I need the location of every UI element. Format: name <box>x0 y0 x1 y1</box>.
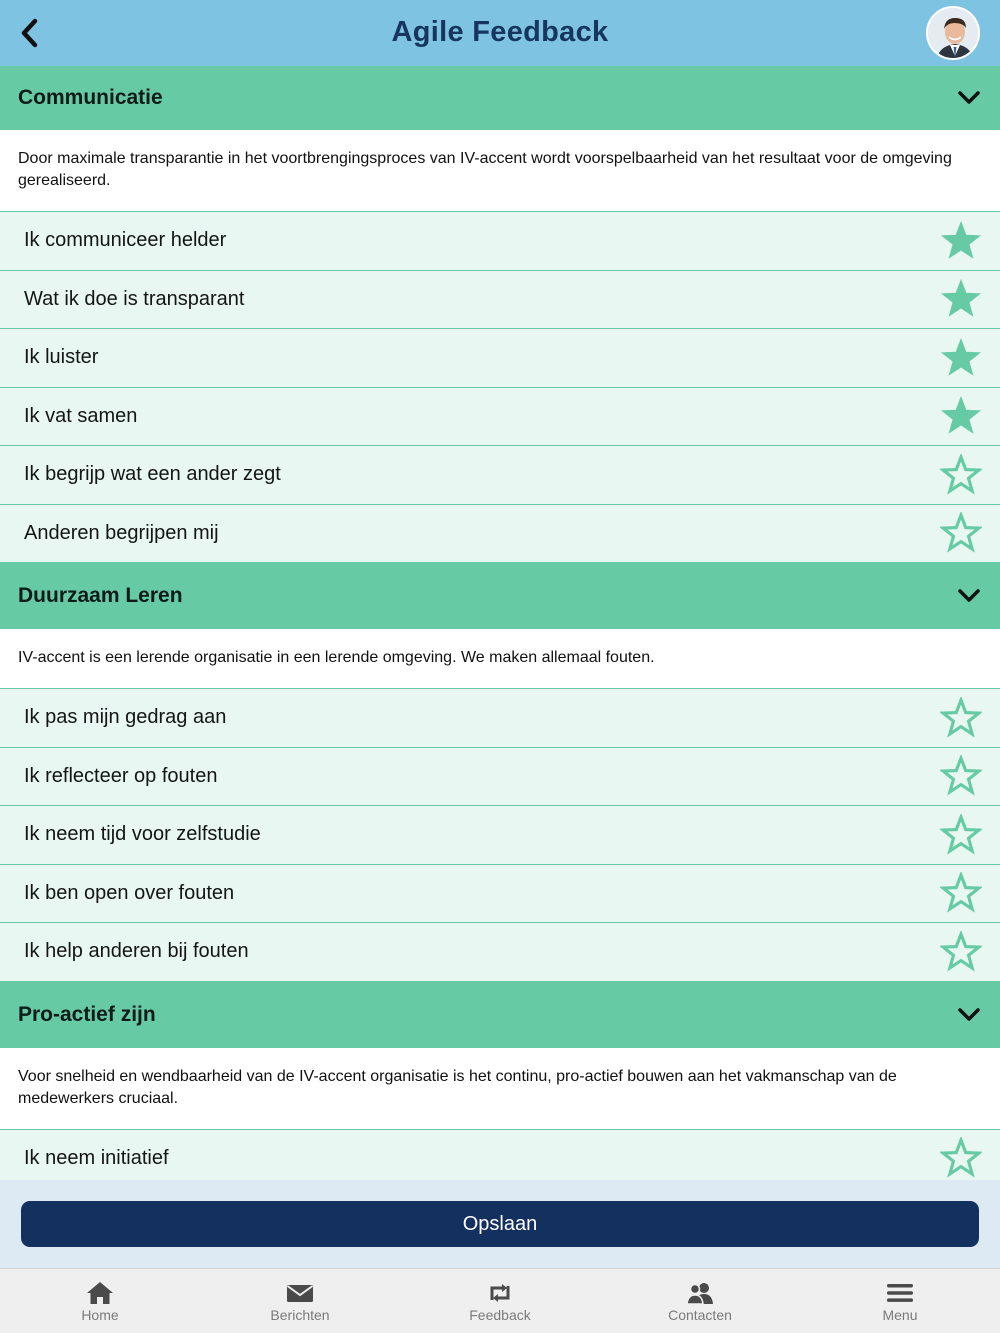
item-label: Ik begrijp wat een ander zegt <box>24 463 281 486</box>
item-label: Wat ik doe is transparant <box>24 287 245 310</box>
list-item <box>0 446 1000 505</box>
tab-label: Home <box>81 1307 119 1323</box>
tab-home[interactable] <box>0 1269 200 1333</box>
star-outline-icon[interactable] <box>940 512 982 554</box>
tab-label: Menu <box>882 1307 918 1323</box>
section-description: IV-accent is een lerende organisatie in een lerende omgeving. We maken allemaal fouten. <box>0 629 1000 689</box>
top-bar <box>0 0 1000 66</box>
item-label: Ik ben open over fouten <box>24 881 235 904</box>
tab-bar <box>0 1268 1000 1333</box>
list-item <box>0 923 1000 982</box>
item-label: Ik help anderen bij fouten <box>24 940 249 963</box>
retweet-icon <box>485 1280 515 1306</box>
tab-label: Feedback <box>469 1307 531 1323</box>
section-title: Pro-actief zijn <box>18 1002 156 1026</box>
star-filled-icon[interactable] <box>940 278 982 320</box>
item-label: Ik reflecteer op fouten <box>24 764 218 787</box>
chevron-down-icon[interactable] <box>956 85 982 111</box>
section-description: Door maximale transparantie in het voortbrengingsproces van IV-accent wordt voorspelbaarheid van het resultaat voor de omgeving gerealiseerd. <box>0 130 1000 212</box>
item-label: Ik communiceer helder <box>24 229 227 252</box>
item-label: Ik pas mijn gedrag aan <box>24 706 227 729</box>
item-label: Ik vat samen <box>24 404 138 427</box>
list-item <box>0 212 1000 271</box>
star-outline-icon[interactable] <box>940 872 982 914</box>
item-label: Ik neem tijd voor zelfstudie <box>24 823 261 846</box>
section-header-duurzaam-leren[interactable] <box>0 563 1000 629</box>
list-item <box>0 271 1000 330</box>
star-outline-icon[interactable] <box>940 454 982 496</box>
tab-berichten[interactable] <box>200 1269 400 1333</box>
list-item <box>0 806 1000 865</box>
chevron-down-icon[interactable] <box>956 583 982 609</box>
tab-feedback[interactable] <box>400 1269 600 1333</box>
star-outline-icon[interactable] <box>940 755 982 797</box>
section-header-pro-actief-zijn[interactable] <box>0 982 1000 1048</box>
item-label: Ik neem initiatief <box>24 1146 169 1169</box>
list-item <box>0 865 1000 924</box>
user-avatar[interactable] <box>926 6 980 60</box>
tab-menu[interactable] <box>800 1269 1000 1333</box>
star-outline-icon[interactable] <box>940 1137 982 1179</box>
star-filled-icon[interactable] <box>940 395 982 437</box>
feedback-list[interactable] <box>0 66 1000 1180</box>
list-item <box>0 505 1000 564</box>
section-description: Voor snelheid en wendbaarheid van de IV-accent organisatie is het continu, pro-actief bouwen aan het vakmanschap van de medewerkers cruciaal. <box>0 1048 1000 1130</box>
star-outline-icon[interactable] <box>940 814 982 856</box>
item-label: Ik luister <box>24 346 99 369</box>
save-bar <box>0 1180 1000 1268</box>
star-filled-icon[interactable] <box>940 337 982 379</box>
tab-label: Berichten <box>270 1307 330 1323</box>
tab-contacten[interactable] <box>600 1269 800 1333</box>
envelope-icon <box>285 1280 315 1306</box>
section-title: Duurzaam Leren <box>18 584 183 607</box>
star-outline-icon[interactable] <box>940 697 982 739</box>
section-header-communicatie[interactable] <box>0 66 1000 130</box>
item-label: Anderen begrijpen mij <box>24 521 219 544</box>
star-filled-icon[interactable] <box>940 220 982 262</box>
page-title: Agile Feedback <box>391 16 609 48</box>
list-item <box>0 689 1000 748</box>
home-icon <box>85 1280 115 1306</box>
list-item <box>0 329 1000 388</box>
save-button[interactable]: Opslaan <box>21 1201 979 1247</box>
hamburger-menu-icon <box>885 1280 915 1306</box>
users-icon <box>685 1280 715 1306</box>
section-title: Communicatie <box>18 86 163 109</box>
avatar-portrait <box>928 8 980 60</box>
list-item <box>0 1130 1000 1181</box>
list-item <box>0 748 1000 807</box>
star-outline-icon[interactable] <box>940 931 982 973</box>
chevron-down-icon[interactable] <box>956 1002 982 1028</box>
tab-label: Contacten <box>668 1307 732 1323</box>
list-item <box>0 388 1000 447</box>
